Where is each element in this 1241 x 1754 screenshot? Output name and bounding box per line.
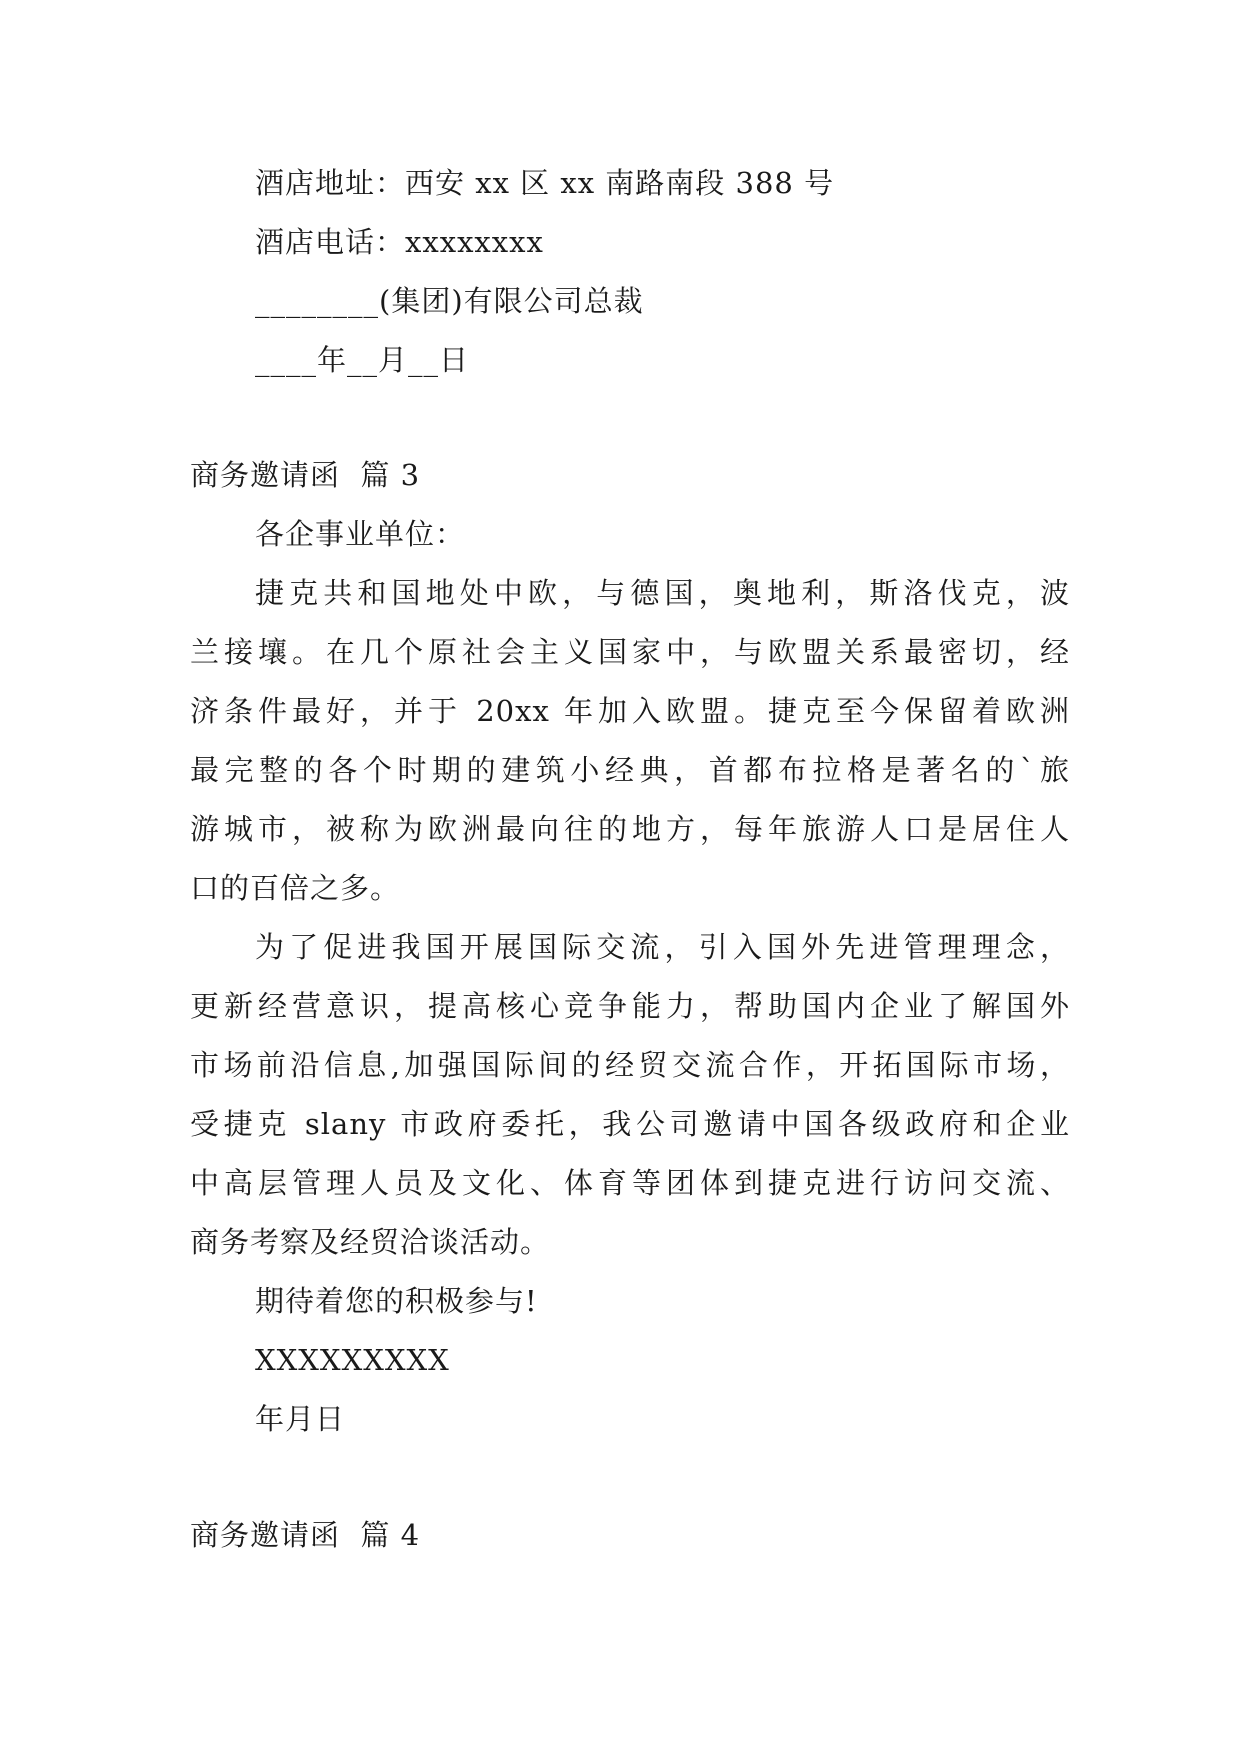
paragraph2-line: 市场前沿信息,加强国际间的经贸交流合作，开拓国际市场， — [190, 1048, 1070, 1082]
paragraph1-line: 兰接壤。在几个原社会主义国家中，与欧盟关系最密切，经 — [190, 635, 1070, 669]
paragraph2-line: 商务考察及经贸洽谈活动。 — [190, 1225, 551, 1259]
paragraph2-line: 受捷克 slany 市政府委托，我公司邀请中国各级政府和企业 — [190, 1107, 1070, 1141]
paragraph1-line: 最完整的各个时期的建筑小经典，首都布拉格是著名的`旅 — [190, 753, 1070, 787]
paragraph2-line: 中高层管理人员及文化、体育等团体到捷克进行访问交流、 — [190, 1166, 1070, 1200]
paragraph1-line: 口的百倍之多。 — [190, 871, 401, 905]
paragraph2-line: 更新经营意识，提高核心竞争能力，帮助国内企业了解国外 — [190, 989, 1070, 1023]
paragraph2-line: 为了促进我国开展国际交流，引入国外先进管理理念， — [255, 930, 1070, 964]
hotel-phone: 酒店电话：xxxxxxxx — [255, 225, 544, 259]
date: 年月日 — [255, 1402, 346, 1436]
closing-line: 期待着您的积极参与! — [255, 1284, 538, 1318]
salutation: 各企事业单位： — [255, 517, 466, 551]
paragraph1-line: 捷克共和国地处中欧，与德国，奥地利，斯洛伐克，波 — [255, 576, 1070, 610]
paragraph1-line: 济条件最好，并于 20xx 年加入欧盟。捷克至今保留着欧洲 — [190, 694, 1070, 728]
signature: XXXXXXXXX — [255, 1343, 450, 1377]
hotel-address: 酒店地址：西安 xx 区 xx 南路南段 388 号 — [255, 166, 835, 200]
section4-heading: 商务邀请函 篇 4 — [190, 1518, 421, 1552]
date-line: ____年__月__日 — [255, 343, 470, 377]
company-signature: ________(集团)有限公司总裁 — [255, 284, 644, 318]
paragraph1-line: 游城市，被称为欧洲最向往的地方，每年旅游人口是居住人 — [190, 812, 1070, 846]
section3-heading: 商务邀请函 篇 3 — [190, 458, 421, 492]
